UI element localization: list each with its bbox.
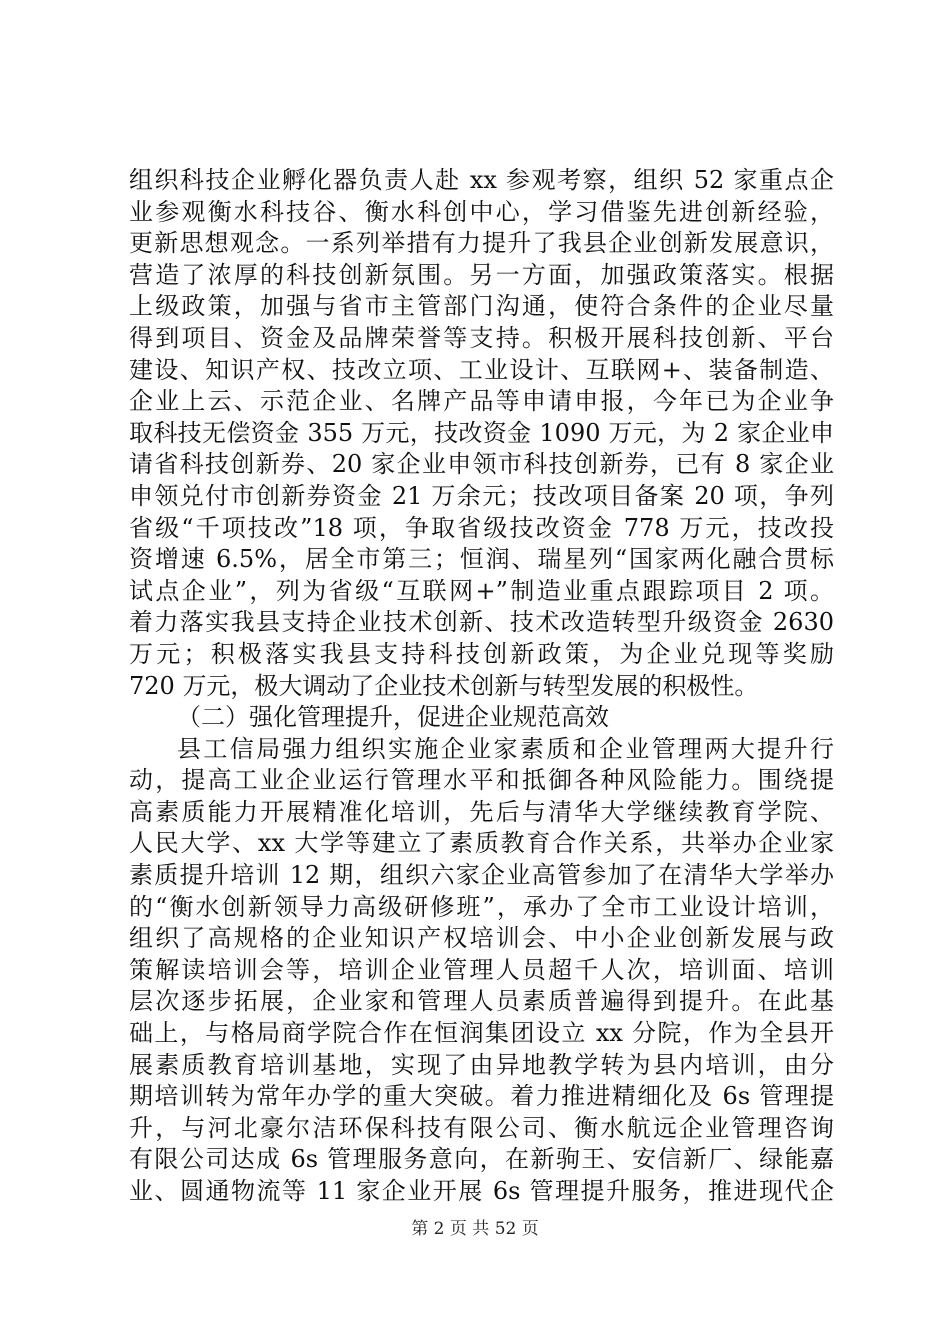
text-line: 期培训转为常年办学的重大突破。着力推进精细化及 6s 管理提	[129, 1082, 834, 1111]
text-line: 策解读培训会等，培训企业管理人员超千人次，培训面、培训	[129, 955, 834, 984]
text-line: 着力落实我县支持企业技术创新、技术改造转型升级资金 2630	[129, 608, 834, 637]
section-heading: （二）强化管理提升，促进企业规范高效	[177, 703, 609, 732]
text-line: 上级政策，加强与省市主管部门沟通，使符合条件的企业尽量	[129, 292, 834, 321]
text-line: 组织科技企业孵化器负责人赴 xx 参观考察，组织 52 家重点企	[129, 166, 834, 194]
text-line: 业、圆通物流等 11 家企业开展 6s 管理提升服务，推进现代企	[129, 1177, 834, 1205]
text-line: 企业上云、示范企业、名牌产品等申请申报，今年已为企业争	[129, 387, 834, 416]
text-line: 取科技无偿资金 355 万元，技改资金 1090 万元，为 2 家企业申	[129, 418, 834, 447]
text-line: 县工信局强力组织实施企业家素质和企业管理两大提升行	[177, 734, 834, 763]
text-line: 业参观衡水科技谷、衡水科创中心，学习借鉴先进创新经验，	[129, 197, 834, 226]
page-number-footer: 第 2 页 共 52 页	[411, 1219, 539, 1239]
text-line: 营造了浓厚的科技创新氛围。另一方面，加强政策落实。根据	[129, 260, 834, 289]
text-line: 素质提升培训 12 期，组织六家企业高管参加了在清华大学举办	[129, 861, 834, 890]
text-line: 组织了高规格的企业知识产权培训会、中小企业创新发展与政	[129, 924, 834, 953]
text-line: 高素质能力开展精准化培训，先后与清华大学继续教育学院、	[129, 797, 834, 826]
text-line: 得到项目、资金及品牌荣誉等支持。积极开展科技创新、平台	[129, 323, 834, 352]
text-line: 建设、知识产权、技改立项、工业设计、互联网+、装备制造、	[129, 355, 834, 384]
text-line: 申领兑付市创新券资金 21 万余元；技改项目备案 20 项，争列	[129, 481, 834, 510]
text-line: 更新思想观念。一系列举措有力提升了我县企业创新发展意识，	[129, 229, 834, 258]
text-line: 万元；积极落实我县支持科技创新政策，为企业兑现等奖励	[129, 639, 834, 668]
text-line: 请省科技创新券、20 家企业申领市科技创新券，已有 8 家企业	[129, 450, 834, 479]
text-line: 资增速 6.5%，居全市第三；恒润、瑞星列“国家两化融合贯标	[129, 545, 834, 574]
text-line: 有限公司达成 6s 管理服务意向，在新驹王、安信新厂、绿能嘉	[129, 1145, 834, 1174]
text-line: 展素质教育培训基地，实现了由异地教学转为县内培训，由分	[129, 1050, 834, 1079]
text-line: 试点企业”，列为省级“互联网+”制造业重点跟踪项目 2 项。	[129, 576, 834, 605]
text-line: 动，提高工业企业运行管理水平和抵御各种风险能力。围绕提	[129, 766, 834, 795]
document-body	[129, 165, 834, 1208]
text-line: 升，与河北豪尔洁环保科技有限公司、衡水航远企业管理咨询	[129, 1113, 834, 1142]
text-line: 础上，与格局商学院合作在恒润集团设立 xx 分院，作为全县开	[129, 1019, 834, 1048]
text-line: 层次逐步拓展，企业家和管理人员素质普遍得到提升。在此基	[129, 987, 834, 1016]
text-line: 省级“千项技改”18 项，争取省级技改资金 778 万元，技改投	[129, 513, 834, 542]
text-line: 720 万元，极大调动了企业技术创新与转型发展的积极性。	[129, 671, 759, 700]
text-line: 人民大学、xx 大学等建立了素质教育合作关系，共举办企业家	[129, 829, 834, 858]
text-line: 的“衡水创新领导力高级研修班”，承办了全市工业设计培训，	[129, 892, 834, 921]
